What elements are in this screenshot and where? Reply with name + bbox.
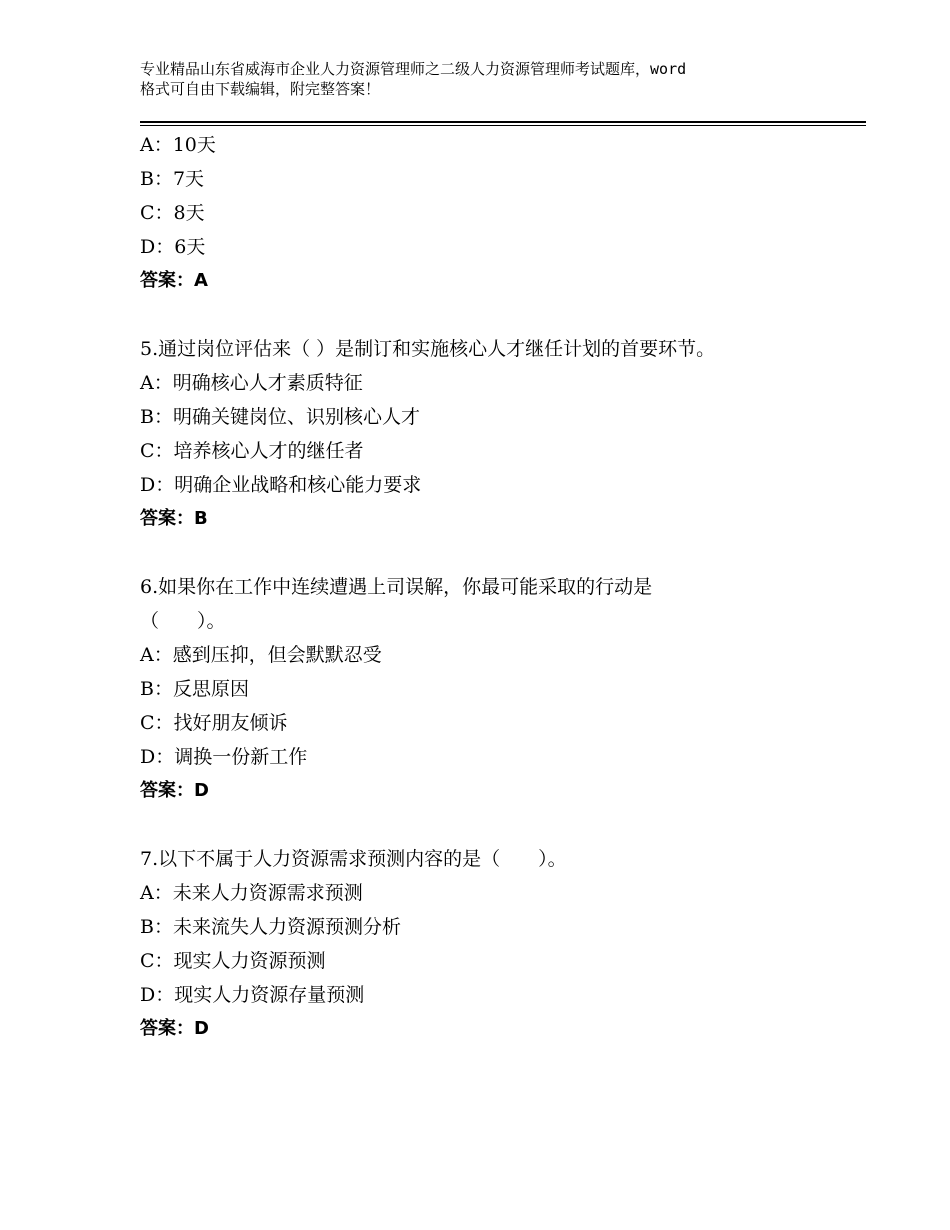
header-rule-thin: [140, 125, 866, 126]
question-stem-continued: （ ）。: [140, 610, 226, 632]
question-spacer: [140, 808, 860, 842]
option-b: B：明确关键岗位、识别核心人才: [140, 406, 420, 428]
question-6: [140, 570, 860, 808]
header-rule-thick: [140, 121, 866, 123]
question-spacer: [140, 536, 860, 570]
option-b: B：7天: [140, 168, 205, 190]
option-c: C：培养核心人才的继任者: [140, 440, 364, 462]
question-stem: 6.如果你在工作中连续遭遇上司误解，你最可能采取的行动是: [140, 576, 653, 598]
option-c: C：8天: [140, 202, 205, 224]
question-stem: 5.通过岗位评估来（ ）是制订和实施核心人才继任计划的首要环节。: [140, 338, 716, 360]
question-stem: 7.以下不属于人力资源需求预测内容的是（ ）。: [140, 848, 567, 870]
option-d: D：明确企业战略和核心能力要求: [140, 474, 422, 496]
option-d: D：现实人力资源存量预测: [140, 984, 365, 1006]
header-title-line-2: 格式可自由下载编辑，附完整答案！: [140, 80, 381, 98]
option-a: A：未来人力资源需求预测: [140, 882, 363, 904]
option-d: D：6天: [140, 236, 206, 258]
option-a: A：感到压抑，但会默默忍受: [140, 644, 382, 666]
header-title-line-1: 专业精品山东省威海市企业人力资源管理师之二级人力资源管理师考试题库，word: [140, 60, 687, 78]
answer-label: 答案：D: [140, 1018, 209, 1039]
question-list: [140, 128, 860, 1046]
answer-label: 答案：A: [140, 270, 208, 291]
option-d: D：调换一份新工作: [140, 746, 308, 768]
question-spacer: [140, 298, 860, 332]
page-header: [140, 59, 840, 99]
answer-label: 答案：D: [140, 780, 209, 801]
option-c: C：现实人力资源预测: [140, 950, 326, 972]
option-a: A：明确核心人才素质特征: [140, 372, 363, 394]
question-4: [140, 128, 860, 298]
option-a: A：10天: [140, 134, 216, 156]
question-5: [140, 332, 860, 536]
option-b: B：反思原因: [140, 678, 249, 700]
question-7: [140, 842, 860, 1046]
option-b: B：未来流失人力资源预测分析: [140, 916, 401, 938]
option-c: C：找好朋友倾诉: [140, 712, 288, 734]
answer-label: 答案：B: [140, 508, 208, 529]
